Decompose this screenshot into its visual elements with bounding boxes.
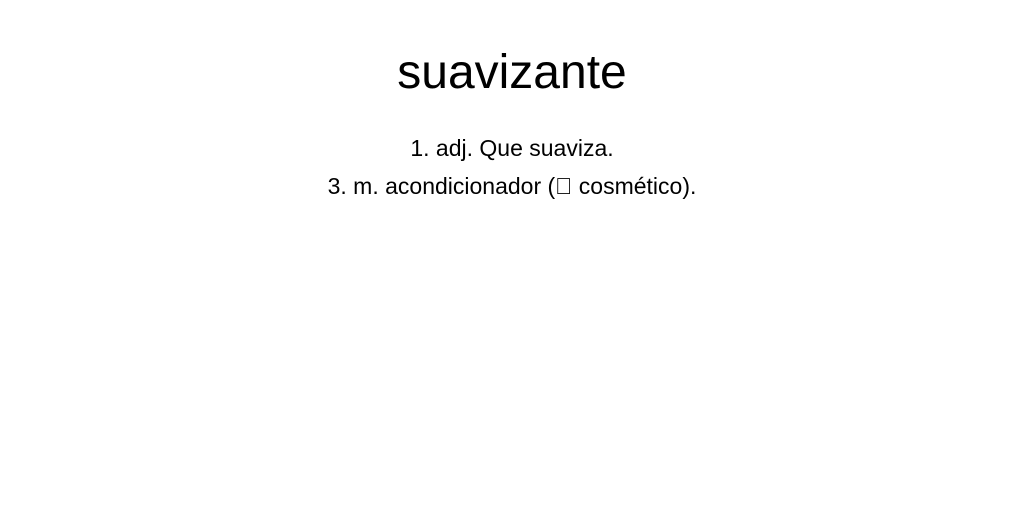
definition-item: 3. m. acondicionador ( cosmético).	[336, 173, 688, 199]
headword: suavizante	[397, 46, 627, 99]
definitions-list	[0, 129, 1024, 205]
definition-item: 1. adj. Que suaviza.	[410, 135, 614, 161]
